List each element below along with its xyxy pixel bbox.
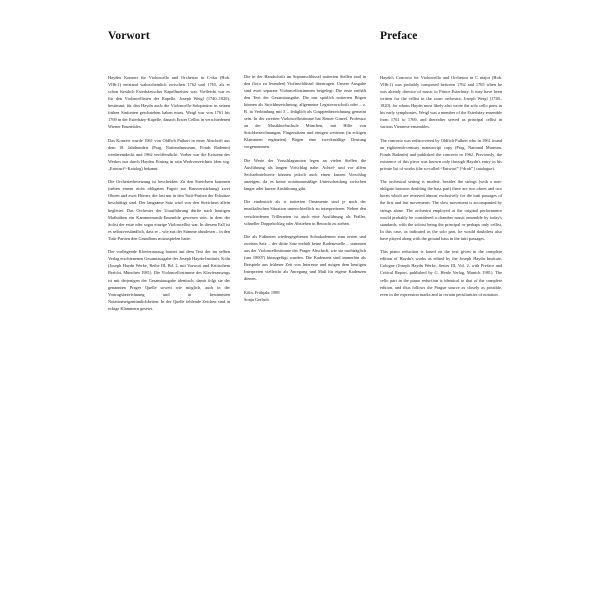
paragraph: Die Orchesterbesetzung ist bescheiden: Zu den Streichern kommen (neben einem nicht obligaten Fagott zur Bassverstärkung) zwei Oboen und zwei Hörner, die fast nur in den Tutti-Partien der Ecksätze beschäftigt sind. Der langsame Satz wird von den Streichern allein begleitet. Das Orchester der Uraufführung dürfte nach heutigen Maßstäben ein Kammermusik-Ensemble gewesen sein, in dem der Solist der erste oder sogar einzige Violoncellist war. In diesem Fall ist es selbstverständlich, dass er – wie aus der Stimme abzulesen – in den Tutti-Partien den Grundbass mitzuspielen hatte. — [108, 179, 230, 241]
paragraph: The orchestral setting is modest: besides the strings (with a non-obligato bassoon doubling the bass part) there are two oboes and two horns which are reserved almost exclusively for the tutti passages of the first and last movements. The slow movement is accompanied by strings alone. The orchestra employed at the original performance would probably be considered a chamber music ensemble by today's standards, with the soloist being the principal or perhaps only cellist. In this case, as indicated in the solo part, he would doubtless also have played along with the ground bass in the tutti passages. — [380, 179, 502, 241]
paragraph: Haydns Konzert für Violoncello und Orchester in C-dur (Hob. VIIb:1) entstand wahrscheinlich zwischen 1762 und 1765, als er schon fürstlich Esterházyscher Kapellmeister war. Vielleicht war es für den Violoncellisten der Kapelle, Joseph Weigl (1740–1820), bestimmt, für den Haydn auch die Violoncello-Soloparticn in seinen frühen Sinfonien geschrieben haben muss. Weigl war von 1761 bis 1769 in der Esterházy-Kapelle, danach Erster Cellist in verschiedenen Wiener Ensembles. — [108, 74, 230, 130]
three-column-layout — [108, 30, 515, 570]
column-german-first — [108, 30, 230, 570]
paragraph: Der vorliegende Klavierauszug basiert auf dem Text der im selben Verlag erschienenen Gesamtausgabe der Joseph Haydn-Instituts, Köln (Joseph Haydn Werke, Reihe III, Bd. 2, mit Vorwort und Kritischem Bericht, München 1981). Die Violoncellostimme des Klavierauszugs ist mit derjenigen der Gesamtausgabe identisch; damit folgt sie der genannten Prager Quelle soweit wie möglich, auch in der Vortragsbezeichnung und in bestimmten Notationseigentümlichkeiten. In der Quelle fehlende Zeichen sind in eckige Klammern gesetzt. — [108, 249, 230, 311]
column-top-spacer — [244, 30, 366, 73]
english-body-column — [380, 74, 502, 298]
paragraph: This piano reduction is based on the text given in the complete edition of Haydn's works as edited by the Joseph Haydn Institute, Cologne (Joseph Haydn Werke, Series III, Vol. 2, with Preface and Critical Report, published by G. Henle Verlag, Munich 1981). The cello part in the piano reduction is identical to that of the complete edition, and thus follows the Prague source as closely as possible, even in the expression marks and in certain peculiarities of notation. — [380, 249, 502, 297]
paragraph: Das Konzert wurde 1961 von Oldřich Pulkert in einer Abschrift aus dem 18. Jahrhundert (Prag, Nationalmuseum, Fonds Radenín) wiederentdeckt und 1962 veröffentlicht. Vorher war die Existenz des Werkes nur durch Haydns Eintrag in sein Werkverzeichnis (den sog. „Entwurf“-Katalog) bekannt. — [108, 137, 230, 171]
paragraph: Die Werte der Vorschlagsnoten legen an vielen Stellen die Ausführung als langen Vorschlag nahe. Achtel- und vor allem Sechzehntelwerte können jedoch auch einen kurzen Vorschlag anzeigen, da es keine notationsmäßige Unterscheidung zwischen langer oder kurzer Ausführung gibt. — [244, 157, 366, 191]
paragraph: Die eindeutich als tr notierten Ornamente sind je nach der musikalischen Situation unterschiedlich zu interpretieren. Neben den verschiedenen Trillerarten ist auch eine Ausführung als Praller, schneller Doppelschlag oder Abziehen in Betracht zu ziehen. — [244, 199, 366, 226]
column-german-second — [244, 30, 366, 570]
page-title-vorwort: Vorwort — [108, 30, 150, 42]
german-signature-block — [244, 289, 366, 303]
page-title-preface: Preface — [380, 30, 418, 42]
paragraph: Haydn's Concerto for Violoncello and Orchestra in C major (Hob. VIIb:1) was probably composed between 1762 and 1765 when he was already director of music to Prince Esterházy. It may have been written for the cellist in the court orchestra, Joseph Weigl (1740–1820), for whom Haydn most likely also wrote the solo cello parts in his early symphonies. Weigl was a member of the Esterházy ensemble from 1761 to 1769, and thereafter served as principal cellist in various Viennese ensembles. — [380, 74, 503, 130]
column-english — [380, 30, 502, 570]
paragraph: The concerto was rediscovered by Oldřich Pulkert who in 1961 found an eighteenth-century manuscript copy (Prag, National Museum, Fonds Radenín) and published the concerto in 1962. Previously, the existence of this piece was known only through Haydn's entry in his private list of works (the so-called “Entwurf” [“draft”] catalogue). — [380, 137, 502, 171]
german-body-column-one — [108, 74, 230, 312]
paragraph: Die als Fußnoten wiedergegebenen Soloakademen zum ersten und zweiten Satz – der dritte Satz enthält keine Kadenzstelle – stammen aus der Violoncellostimme der Prager Abschrift, wie sie nachträglich (um 1800?) hinzugefügt wurden. Die Kadenzen sind immerhin als Beispiele aus früherer Zeit von Interesse und mögen dem heutigen Interpreten vielleicht als Anregung und Maß für eigene Kadenzen dienen. — [244, 233, 366, 282]
paragraph: Die in der Handschrift im Sopranschlüssel notierten Stellen sind in den (loco zu lesenden) Violinschlüssel übertragen. Unsere Ausgabe sind zwei separate Violoncellostimmen beigelegt: Die erste enthält den Text der Gesamtausgabe. Die nur spärlich notierten Bögen können als Strichbezeichnung, allgemeine Legatovorschrift oder – z. B. in Verbindung mit 3 – lediglich als Gruppenbezeichnung gemeint sein. In der zweiten Violoncellostimme hat Reiner Ginzel, Professor an der Musikhochschule München, mit Hilfe von Strichbezeichnungen, Fingersätzen und einigen weiteren (in eckigen Klammern ergänzten) Bögen eine zweckmäßige Deutung vorgenommen. — [244, 73, 366, 150]
signature-author-name: Sonja Gerlach — [244, 296, 269, 302]
signature-place-date: Köln, Frühjahr 1989 — [244, 289, 280, 295]
german-body-column-two — [244, 73, 366, 283]
